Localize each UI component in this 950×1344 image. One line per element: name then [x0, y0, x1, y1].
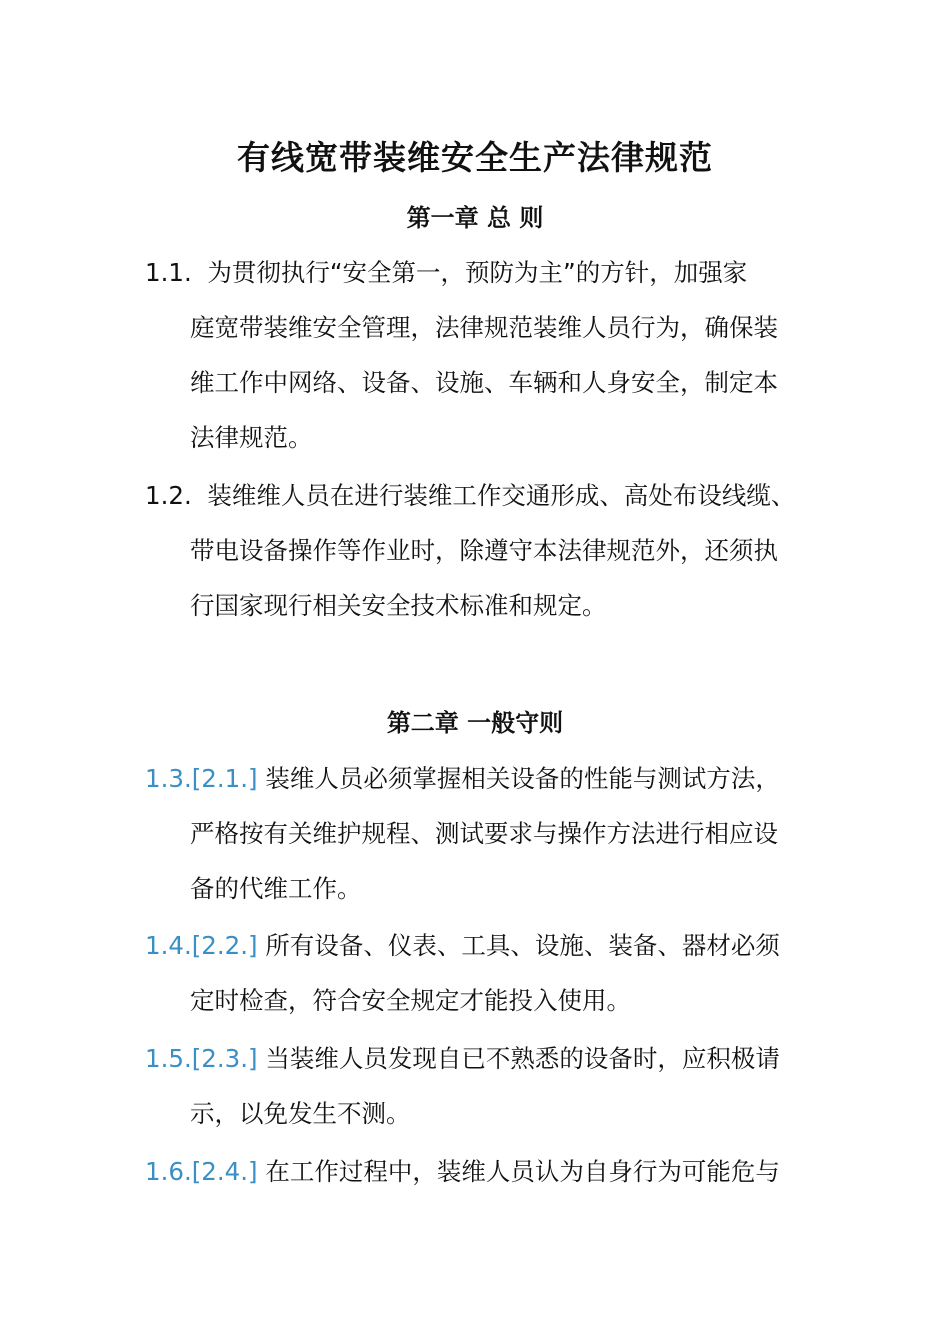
clause-text: 带电设备操作等作业时，除遵守本法律规范外，还须执: [190, 536, 778, 565]
clause-first-line: [145, 918, 835, 973]
clause-text: 示，以免发生不测。: [190, 1099, 411, 1128]
clause: [145, 918, 835, 1028]
clause-text: 装维维人员在进行装维工作交通形成、高处布设线缆、: [207, 481, 796, 510]
clause-number-link[interactable]: 1.3.[2.1.]: [145, 764, 258, 793]
clause-first-line: [145, 245, 835, 300]
clause-text: 庭宽带装维安全管理，法律规范装维人员行为，确保装: [190, 313, 778, 342]
clause-first-line: [145, 751, 835, 806]
clause: [145, 751, 835, 916]
clause-first-line: [145, 468, 835, 523]
clause-text: 装维人员必须掌握相关设备的性能与测试方法，: [265, 764, 780, 793]
clause-text: 法律规范。: [190, 423, 313, 452]
clause-text: 行国家现行相关安全技术标准和规定。: [190, 591, 607, 620]
document-title: 有线宽带装维安全生产法律规范: [237, 138, 713, 177]
clause-text: 严格按有关维护规程、测试要求与操作方法进行相应设: [190, 819, 778, 848]
clause-first-line: [145, 1031, 835, 1086]
clause-text: 在工作过程中，装维人员认为自身行为可能危与: [265, 1157, 780, 1186]
clause-number-link[interactable]: 1.5.[2.3.]: [145, 1044, 258, 1073]
clause-text: 备的代维工作。: [190, 874, 362, 903]
clause-text: 为贯彻执行“安全第一，预防为主”的方针，加强家: [207, 258, 748, 287]
clause-text: 当装维人员发现自已不熟悉的设备时，应积极请: [265, 1044, 780, 1073]
clause-number-link[interactable]: 1.6.[2.4.]: [145, 1157, 258, 1186]
chapter-heading: 第一章 总 则: [406, 204, 544, 232]
clause: [145, 468, 835, 633]
chapter-heading: 第二章 一般守则: [386, 709, 564, 737]
clause-text: 维工作中网络、设备、设施、车辆和人身安全，制定本: [190, 368, 778, 397]
clause: [145, 1144, 835, 1199]
clause-number: 1.2.: [145, 481, 192, 510]
clause-first-line: [145, 1144, 835, 1199]
clause-text: 所有设备、仪表、工具、设施、装备、器材必须: [265, 931, 780, 960]
clause: [145, 1031, 835, 1141]
clause-number-link[interactable]: 1.4.[2.2.]: [145, 931, 258, 960]
clause-number: 1.1.: [145, 258, 192, 287]
clause-text: 定时检查，符合安全规定才能投入使用。: [190, 986, 631, 1015]
clause: [145, 245, 835, 465]
